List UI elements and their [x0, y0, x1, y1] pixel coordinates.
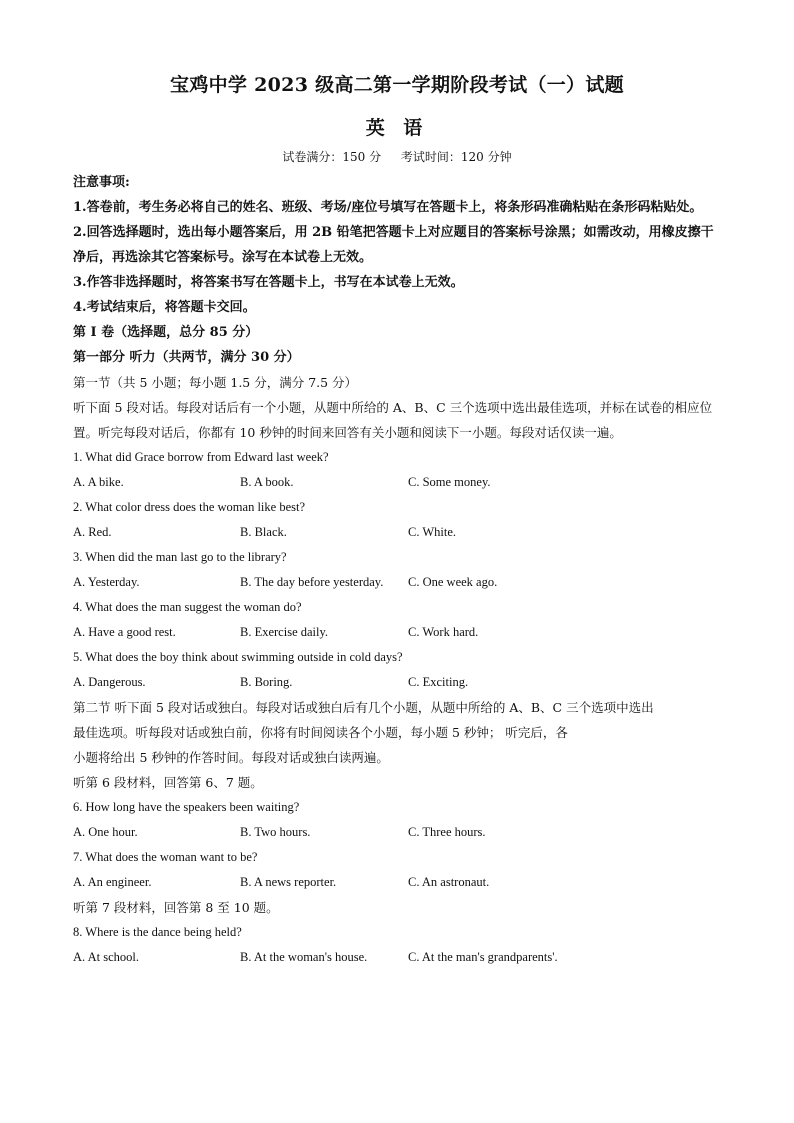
- part-heading: 第一部分 听力（共两节，满分 30 分）: [73, 350, 300, 365]
- question-block-1: [73, 445, 723, 495]
- section1-instructions: 听下面 5 段对话。每段对话后有一个小题，从题中所给的 A、B、C 三个选项中选出最佳选项，并标在试卷的相应位置。听完每段对话后，你都有 10 秒钟的时间来回答有关小题和阅读下一小题。每段对话仅读一遍。: [73, 400, 713, 440]
- notes-heading: 注意事项:: [73, 175, 130, 190]
- question-block-7: [73, 845, 723, 895]
- note-item-3: 3.作答非选择题时，将答案书写在答题卡上，书写在本试卷上无效。: [73, 275, 464, 290]
- question-options: [73, 945, 723, 970]
- exam-body: [73, 170, 723, 970]
- option-b: B. Black.: [240, 525, 287, 539]
- question-options: [73, 470, 723, 495]
- volume-heading: 第 I 卷（选择题，总分 85 分）: [73, 325, 259, 340]
- question-block-8: [73, 920, 723, 970]
- time-limit: 考试时间：120 分钟: [400, 150, 512, 164]
- option-a: A. Red.: [73, 525, 112, 539]
- question-text: 4. What does the man suggest the woman do?: [73, 600, 302, 614]
- question-text: 6. How long have the speakers been waiting?: [73, 800, 300, 814]
- option-b: B. Two hours.: [240, 825, 311, 839]
- option-c: C. Work hard.: [408, 625, 479, 639]
- option-c: C. Some money.: [408, 475, 491, 489]
- option-a: A. Have a good rest.: [73, 625, 176, 639]
- question-options: [73, 670, 723, 695]
- question-text: 7. What does the woman want to be?: [73, 850, 258, 864]
- section1-heading: 第一节（共 5 小题；每小题 1.5 分，满分 7.5 分）: [73, 375, 358, 390]
- question-options: [73, 520, 723, 545]
- question-block-2: [73, 495, 723, 545]
- option-b: B. A book.: [240, 475, 294, 489]
- exam-info: [0, 148, 794, 165]
- option-c: C. Exciting.: [408, 675, 469, 689]
- question-options: [73, 820, 723, 845]
- question-text: 5. What does the boy think about swimming outside in cold days?: [73, 650, 403, 664]
- option-b: B. A news reporter.: [240, 875, 337, 889]
- option-c: C. At the man's grandparents'.: [408, 950, 558, 964]
- note-item-4: 4.考试结束后，将答题卡交回。: [73, 300, 256, 315]
- question-block-3: [73, 545, 723, 595]
- option-b: B. At the woman's house.: [240, 950, 368, 964]
- option-a: A. A bike.: [73, 475, 124, 489]
- full-score: 试卷满分：150 分: [282, 150, 382, 164]
- note-item-1: 1.答卷前，考生务必将自己的姓名、班级、考场/座位号填写在答题卡上，将条形码准确粘贴在条形码粘贴处。: [73, 200, 703, 215]
- note-item-2: 2.回答选择题时，选出每小题答案后，用 2B 铅笔把答题卡上对应题目的答案标号涂黑；如需改动，用橡皮擦干净后，再选涂其它答案标号。涂写在本试卷上无效。: [73, 225, 714, 265]
- question-block-5: [73, 645, 723, 695]
- option-c: C. White.: [408, 525, 457, 539]
- question-text: 8. Where is the dance being held?: [73, 925, 242, 939]
- option-b: B. The day before yesterday.: [240, 575, 384, 589]
- exam-title: 宝鸡中学 2023 级高二第一学期阶段考试（一）试题: [170, 74, 624, 96]
- question-block-6: [73, 795, 723, 845]
- question-block-4: [73, 595, 723, 645]
- material-6-heading: 听第 6 段材料，回答第 6、7 题。: [73, 775, 263, 790]
- question-options: [73, 870, 723, 895]
- section2-line-3: 小题将给出 5 秒钟的作答时间。每段对话或独白读两遍。: [73, 750, 389, 765]
- question-text: 3. When did the man last go to the library?: [73, 550, 287, 564]
- option-a: A. Yesterday.: [73, 575, 140, 589]
- option-a: A. Dangerous.: [73, 675, 146, 689]
- option-b: B. Exercise daily.: [240, 625, 329, 639]
- option-a: A. An engineer.: [73, 875, 152, 889]
- question-text: 2. What color dress does the woman like best?: [73, 500, 306, 514]
- question-options: [73, 570, 723, 595]
- option-c: C. One week ago.: [408, 575, 498, 589]
- section2-line-2: 最佳选项。听每段对话或独白前，你将有时间阅读各个小题，每小题 5 秒钟； 听完后，各: [73, 725, 568, 740]
- material-7-heading: 听第 7 段材料，回答第 8 至 10 题。: [73, 900, 279, 915]
- option-a: A. At school.: [73, 950, 139, 964]
- option-b: B. Boring.: [240, 675, 293, 689]
- question-options: [73, 620, 723, 645]
- option-c: C. An astronaut.: [408, 875, 490, 889]
- section2-line-1: 第二节 听下面 5 段对话或独白。每段对话或独白后有几个小题，从题中所给的 A、B、C 三个选项中选出: [73, 700, 654, 715]
- option-c: C. Three hours.: [408, 825, 486, 839]
- question-text: 1. What did Grace borrow from Edward last week?: [73, 450, 329, 464]
- subject-title: 英 语: [365, 117, 429, 139]
- option-a: A. One hour.: [73, 825, 138, 839]
